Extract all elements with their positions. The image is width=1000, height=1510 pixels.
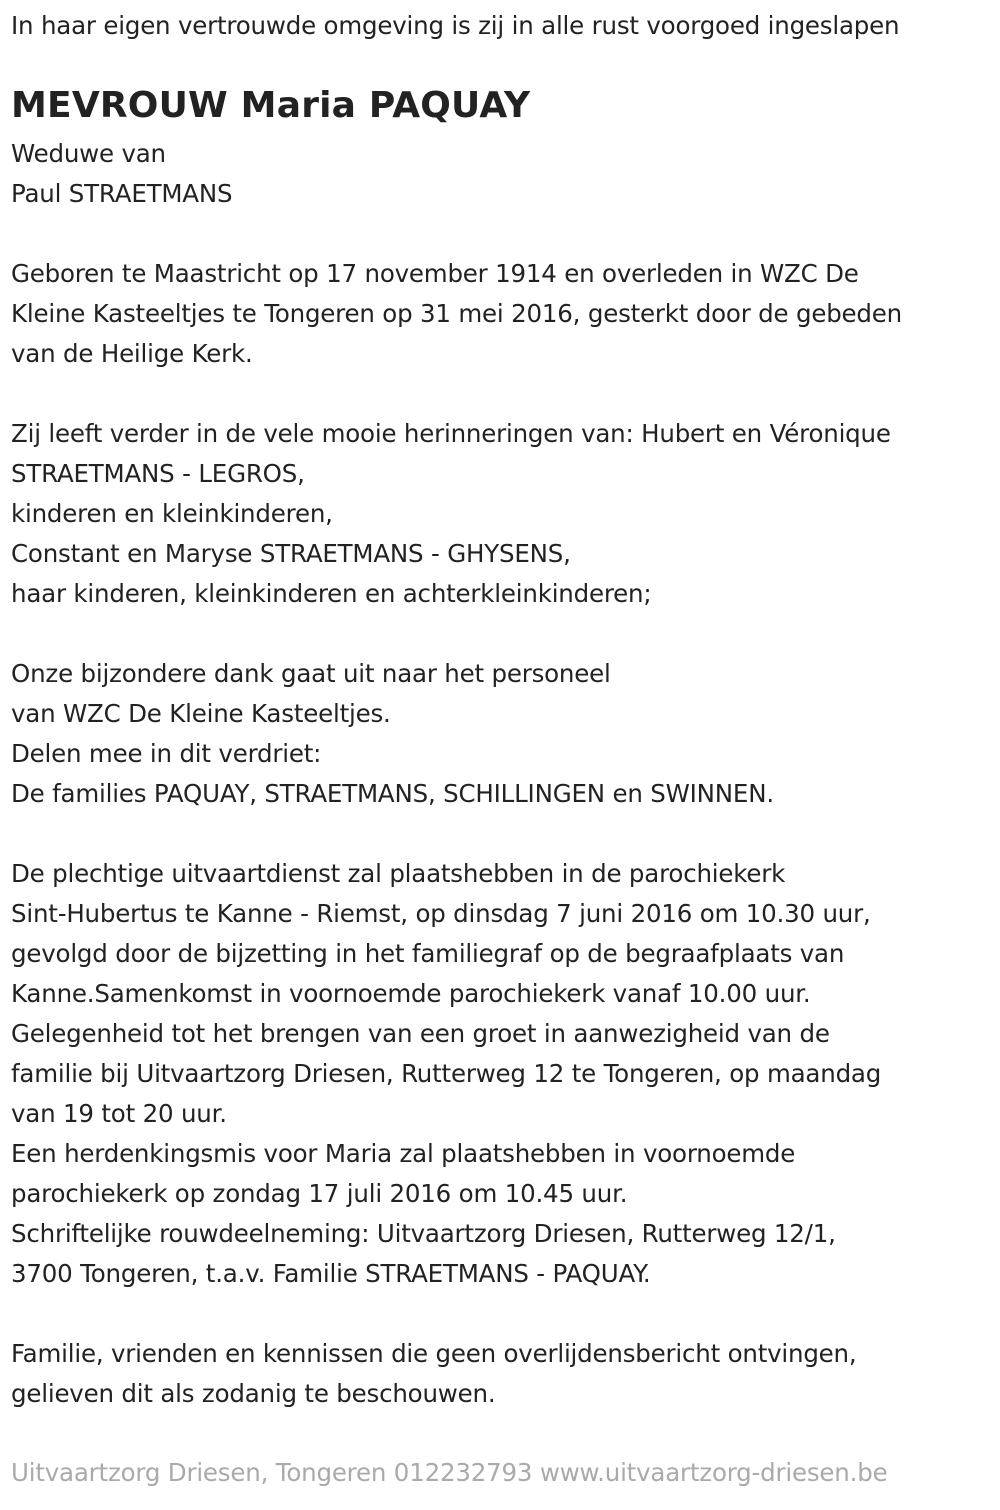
thanks-line: Onze bijzondere dank gaat uit naar het personeel xyxy=(11,659,611,688)
paragraph-gap xyxy=(11,374,996,414)
survivors-line: kinderen en kleinkinderen, xyxy=(11,499,333,528)
widow-section xyxy=(11,134,996,214)
widow-line: Weduwe van xyxy=(11,139,166,168)
service-line: Schriftelijke rouwdeelneming: Uitvaartzorg Driesen, Rutterweg 12/1, xyxy=(11,1219,836,1248)
closing-line: Familie, vrienden en kennissen die geen overlijdensbericht ontvingen, xyxy=(11,1339,857,1368)
service-line: Sint-Hubertus te Kanne - Riemst, op dinsdag 7 juni 2016 om 10.30 uur, xyxy=(11,899,871,928)
service-section xyxy=(11,854,996,1294)
birth-death-line: Geboren te Maastricht op 17 november 1914 en overleden in WZC De xyxy=(11,259,859,288)
service-line: gevolgd door de bijzetting in het familiegraf op de begraafplaats van xyxy=(11,939,845,968)
service-line: familie bij Uitvaartzorg Driesen, Rutterweg 12 te Tongeren, op maandag xyxy=(11,1059,882,1088)
spouse-name: Paul STRAETMANS xyxy=(11,179,233,208)
service-line: Gelegenheid tot het brengen van een groet in aanwezigheid van de xyxy=(11,1019,830,1048)
service-line: 3700 Tongeren, t.a.v. Familie STRAETMANS - PAQUAY. xyxy=(11,1259,651,1288)
thanks-line: van WZC De Kleine Kasteeltjes. xyxy=(11,699,391,728)
closing-section xyxy=(11,1334,996,1414)
paragraph-gap xyxy=(11,1294,996,1334)
service-line: parochiekerk op zondag 17 juli 2016 om 10.45 uur. xyxy=(11,1179,628,1208)
thanks-line: De families PAQUAY, STRAETMANS, SCHILLINGEN en SWINNEN. xyxy=(11,779,774,808)
deceased-name: MEVROUW Maria PAQUAY xyxy=(11,85,531,126)
paragraph-gap xyxy=(11,614,996,654)
thanks-line: Delen mee in dit verdriet: xyxy=(11,739,322,768)
funeral-home-footer: Uitvaartzorg Driesen, Tongeren 012232793 www.uitvaartzorg-driesen.be xyxy=(11,1458,888,1487)
birth-death-line: van de Heilige Kerk. xyxy=(11,339,253,368)
birth-death-section xyxy=(11,254,996,374)
service-line: De plechtige uitvaartdienst zal plaatshebben in de parochiekerk xyxy=(11,859,786,888)
survivors-line: haar kinderen, kleinkinderen en achterkleinkinderen; xyxy=(11,579,652,608)
closing-line: gelieven dit als zodanig te beschouwen. xyxy=(11,1379,496,1408)
survivors-section xyxy=(11,414,996,614)
birth-death-line: Kleine Kasteeltjes te Tongeren op 31 mei 2016, gesterkt door de gebeden xyxy=(11,299,902,328)
service-line: Een herdenkingsmis voor Maria zal plaatshebben in voornoemde xyxy=(11,1139,796,1168)
paragraph-gap xyxy=(11,214,996,254)
thanks-section xyxy=(11,654,996,814)
survivors-line: Constant en Maryse STRAETMANS - GHYSENS, xyxy=(11,539,571,568)
survivors-line: STRAETMANS - LEGROS, xyxy=(11,459,305,488)
obituary-body xyxy=(11,134,996,1414)
motto-text: In haar eigen vertrouwde omgeving is zij in alle rust voorgoed ingeslapen xyxy=(11,11,900,40)
paragraph-gap xyxy=(11,814,996,854)
service-line: Kanne.Samenkomst in voornoemde parochiekerk vanaf 10.00 uur. xyxy=(11,979,811,1008)
survivors-line: Zij leeft verder in de vele mooie herinneringen van: Hubert en Véronique xyxy=(11,419,891,448)
service-line: van 19 tot 20 uur. xyxy=(11,1099,227,1128)
